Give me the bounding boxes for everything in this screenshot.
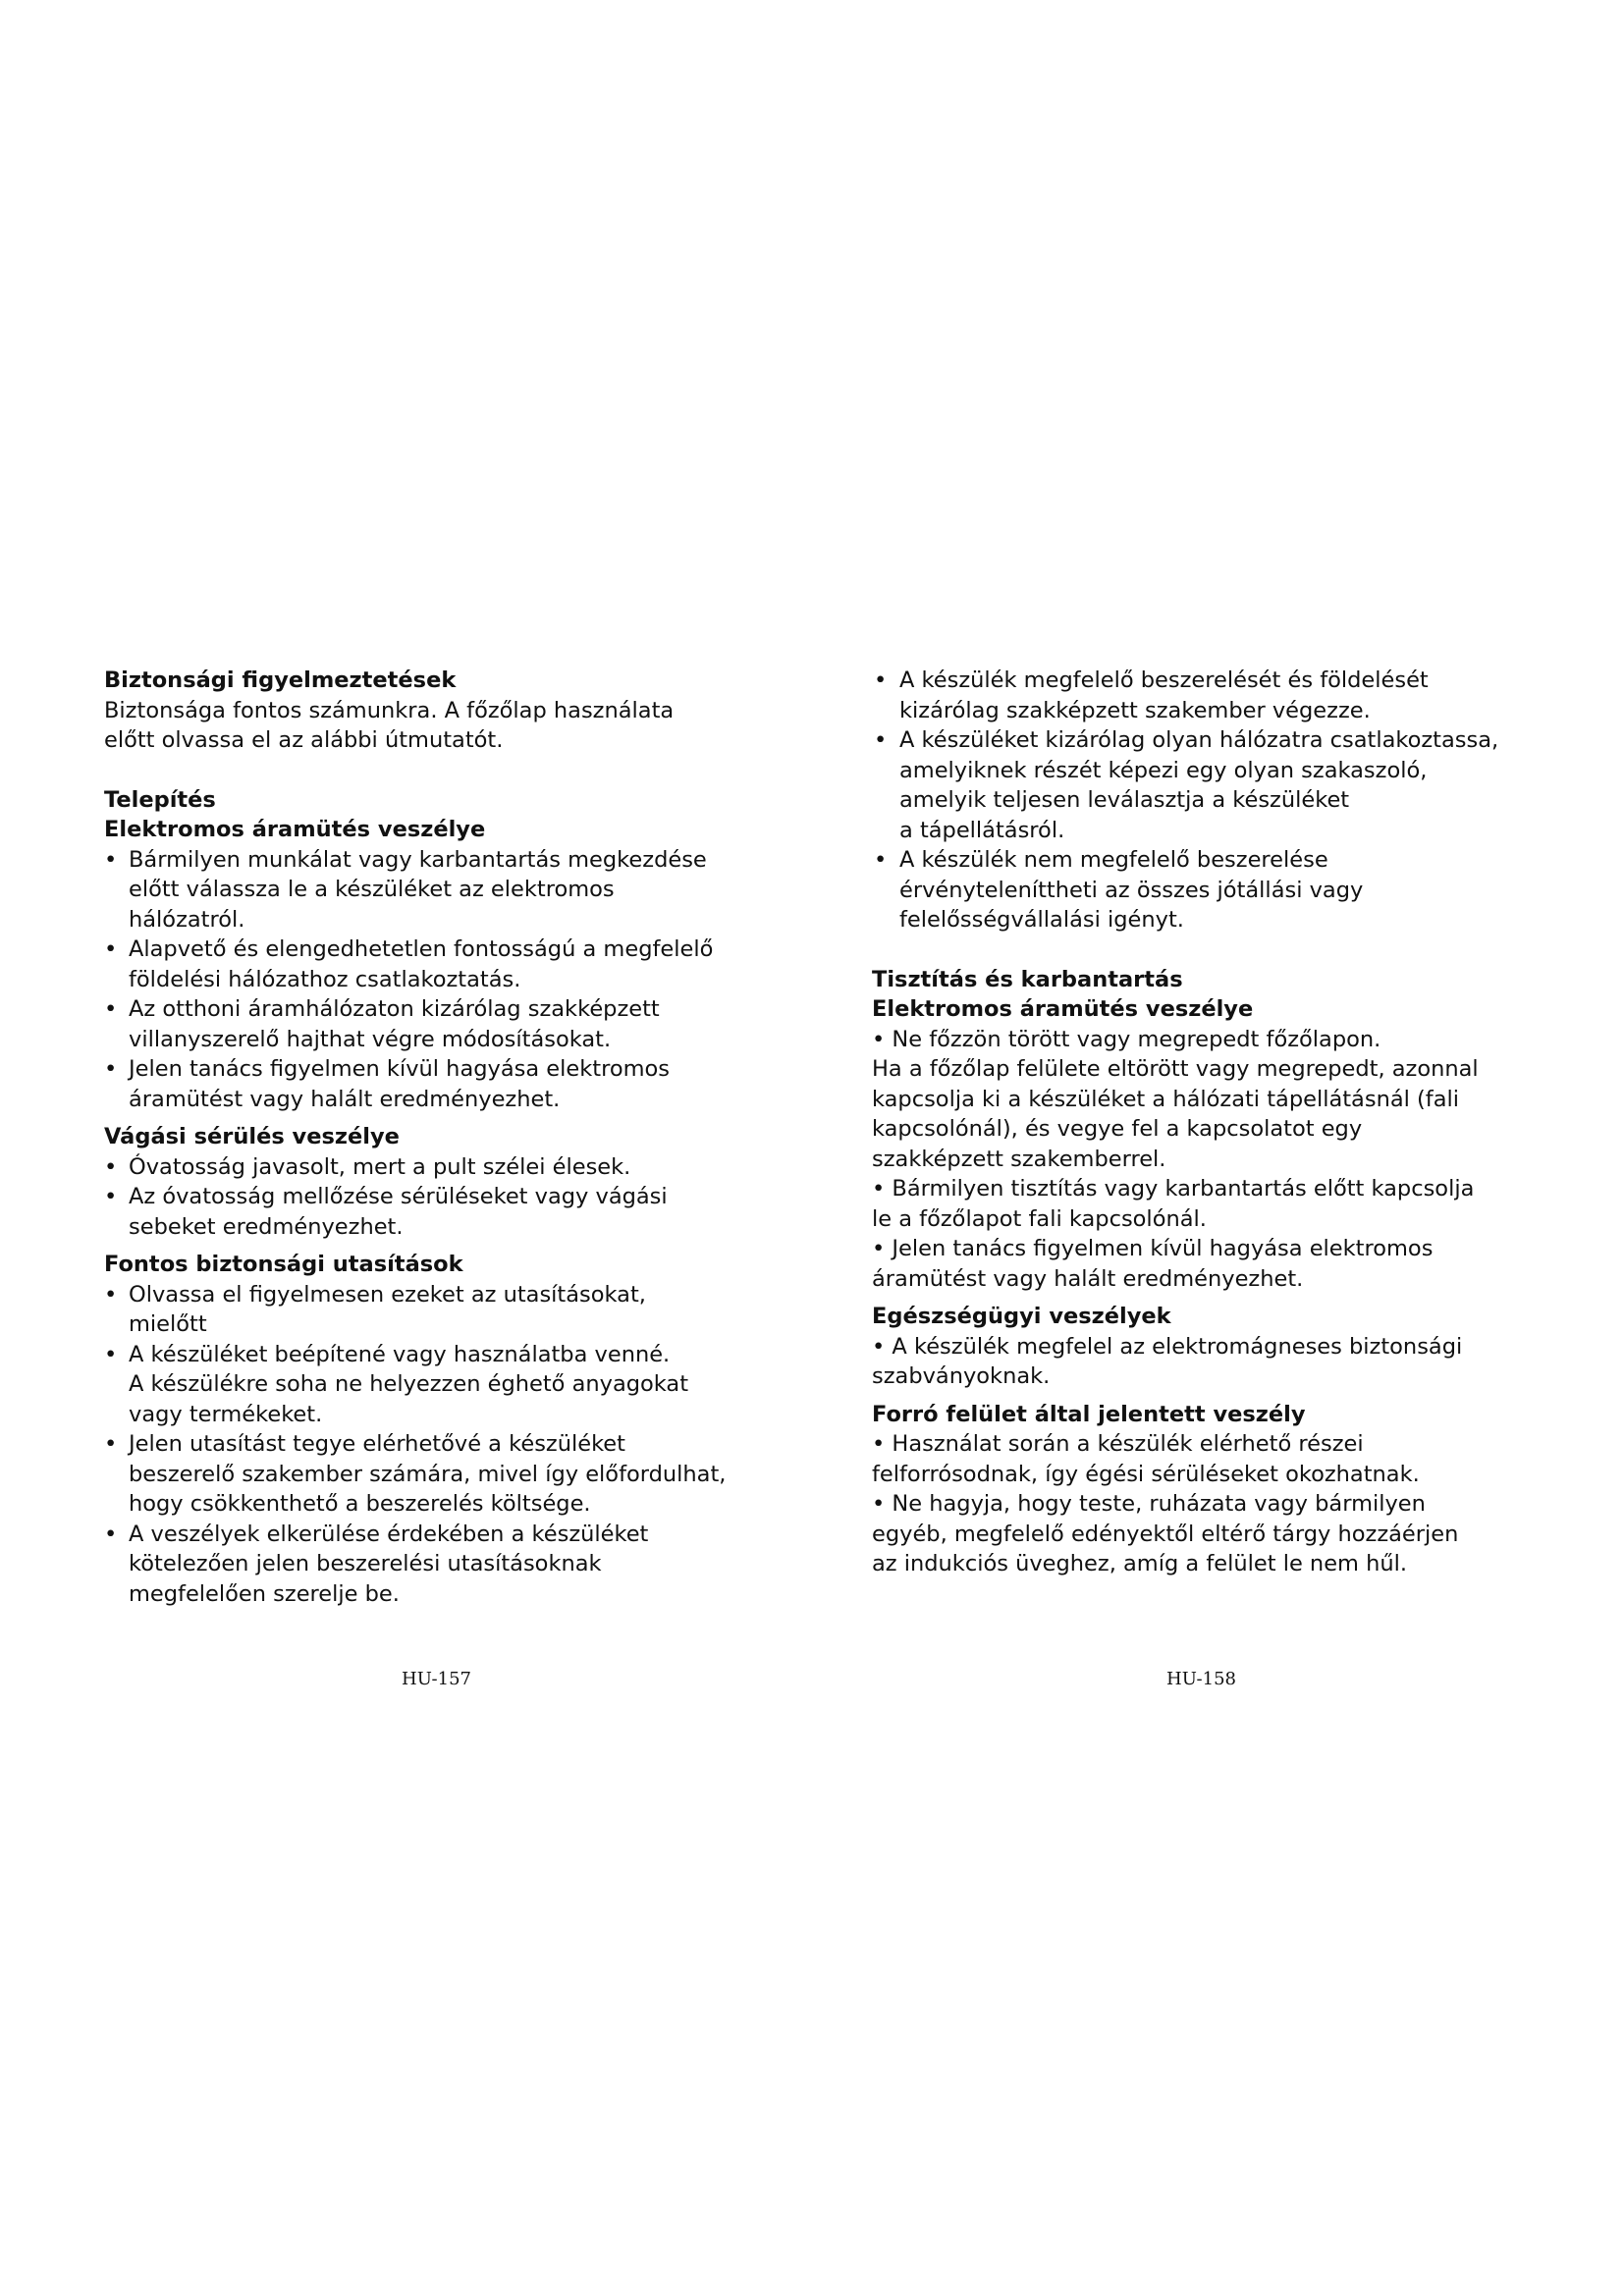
list-line: • A készülék megfelelő beszerelését és földelését: [899, 667, 1429, 693]
list-line: • A készülék nem megfelelő beszerelése: [899, 847, 1328, 873]
heading-important-instructions: Fontos biztonsági utasítások: [104, 1252, 463, 1277]
text-line: • A készülék megfelel az elektromágneses biztonsági: [872, 1333, 1463, 1360]
text-line: szabványoknak.: [872, 1363, 1051, 1389]
list-line: hálózatról.: [129, 906, 245, 933]
text-line: • Bármilyen tisztítás vagy karbantartás előtt kapcsolja: [872, 1176, 1475, 1201]
text-line: kapcsolónál), és vegye fel a kapcsolatot egy: [872, 1116, 1363, 1142]
list-line: a tápellátásról.: [899, 817, 1065, 843]
list-line: • A veszélyek elkerülése érdekében a készüléket: [129, 1521, 649, 1547]
list-line: mielőtt: [129, 1311, 207, 1337]
list-item: [104, 845, 791, 935]
list-line: felelősségvállalási igényt.: [899, 907, 1184, 933]
list-item: [872, 666, 1540, 725]
text-line: egyéb, megfelelő edényektől eltérő tárgy hozzáérjen: [872, 1521, 1459, 1547]
list-line: • Jelen tanács figyelmen kívül hagyása elektromos: [129, 1056, 670, 1082]
text-line: áramütést vagy halált eredményezhet.: [872, 1265, 1304, 1292]
list-line: • A készüléket beépítené vagy használatba venné.: [129, 1341, 671, 1367]
hot-surface-paragraph: [872, 1429, 1540, 1579]
health-paragraph: [872, 1332, 1540, 1392]
list-line: amelyiknek részét képezi egy olyan szakaszoló,: [899, 757, 1428, 783]
list-line: áramütést vagy halált eredményezhet.: [129, 1086, 561, 1112]
text-line: kapcsolja ki a készüléket a hálózati tápellátásnál (fali: [872, 1086, 1460, 1112]
list-line: sebeket eredményezhet.: [129, 1213, 404, 1240]
list-line: • Óvatosság javasolt, mert a pult szélei élesek.: [129, 1153, 631, 1180]
list-line: • Bármilyen munkálat vagy karbantartás megkezdése: [129, 846, 707, 873]
text-line: le a főzőlapot fali kapcsolónál.: [872, 1205, 1207, 1232]
list-item: [104, 1520, 791, 1610]
list-line: villanyszerelő hajthat végre módosításokat.: [129, 1026, 612, 1052]
text-line: Ha a főzőlap felülete eltörött vagy megrepedt, azonnal: [872, 1056, 1479, 1082]
heading-electric-shock: Elektromos áramütés veszélye: [872, 996, 1254, 1022]
cleaning-paragraph: [872, 1025, 1540, 1295]
intro-line: Biztonsága fontos számunkra. A főzőlap használata: [104, 697, 675, 723]
intro-line: előtt olvassa el az alábbi útmutatót.: [104, 727, 504, 753]
intro-paragraph: [104, 696, 791, 756]
list-line: A készülékre soha ne helyezzen éghető anyagokat: [129, 1371, 689, 1397]
list-line: hogy csökkenthető a beszerelés költsége.: [129, 1491, 591, 1517]
list-item: [872, 725, 1540, 845]
page-number-left: HU-157: [402, 1669, 471, 1689]
list-line: érvényteleníttheti az összes jótállási vagy: [899, 877, 1364, 903]
left-page-column: [104, 666, 791, 1609]
text-line: felforrósodnak, így égési sérüléseket okozhatnak.: [872, 1461, 1420, 1487]
list-item: [104, 1280, 791, 1340]
heading-electric-shock: Elektromos áramütés veszélye: [104, 817, 486, 842]
list-item: [104, 1152, 791, 1183]
text-line: szakképzett szakemberrel.: [872, 1146, 1166, 1172]
list-line: megfelelően szerelje be.: [129, 1580, 400, 1607]
list-line: • Olvassa el figyelmesen ezeket az utasításokat,: [129, 1281, 646, 1308]
list-line: kötelezően jelen beszerelési utasításoknak: [129, 1551, 602, 1576]
text-line: • Használat során a készülék elérhető részei: [872, 1431, 1364, 1457]
section-title-safety-warnings: Biztonsági figyelmeztetések: [104, 667, 457, 693]
list-item: [104, 934, 791, 994]
text-line: • Ne főzzön törött vagy megrepedt főzőlapon.: [872, 1026, 1381, 1052]
heading-health-hazards: Egészségügyi veszélyek: [872, 1304, 1171, 1329]
page-number-right: HU-158: [1166, 1669, 1236, 1689]
list-line: előtt válassza le a készüléket az elektromos: [129, 877, 615, 902]
list-line: kizárólag szakképzett szakember végezze.: [899, 697, 1371, 723]
text-line: • Jelen tanács figyelmen kívül hagyása elektromos: [872, 1236, 1434, 1261]
right-page-column: [872, 666, 1540, 1579]
list-item: [104, 1429, 791, 1520]
list-item: [104, 994, 791, 1054]
list-line: • Az otthoni áramhálózaton kizárólag szakképzett: [129, 996, 660, 1022]
text-line: az indukciós üveghez, amíg a felület le nem hűl.: [872, 1551, 1408, 1576]
list-item: [104, 1340, 791, 1430]
list-line: beszerelő szakember számára, mivel így előfordulhat,: [129, 1461, 727, 1487]
list-line: amelyik teljesen leválasztja a készüléket: [899, 787, 1350, 813]
heading-hot-surface: Forró felület által jelentett veszély: [872, 1401, 1306, 1427]
list-item: [104, 1182, 791, 1242]
list-item: [104, 1054, 791, 1114]
list-line: vagy termékeket.: [129, 1401, 323, 1427]
list-line: • Alapvető és elengedhetetlen fontosságú a megfelelő: [129, 936, 714, 962]
heading-cleaning-maintenance: Tisztítás és karbantartás: [872, 966, 1183, 992]
list-item: [872, 845, 1540, 935]
list-line: • A készüléket kizárólag olyan hálózatra csatlakoztassa,: [899, 727, 1499, 753]
text-line: • Ne hagyja, hogy teste, ruházata vagy bármilyen: [872, 1491, 1426, 1517]
list-line: földelési hálózathoz csatlakoztatás.: [129, 966, 521, 992]
heading-installation: Telepítés: [104, 786, 216, 813]
list-line: • Az óvatosság mellőzése sérüléseket vagy vágási: [129, 1184, 668, 1209]
heading-cut-hazard: Vágási sérülés veszélye: [104, 1124, 400, 1149]
list-line: • Jelen utasítást tegye elérhetővé a készüléket: [129, 1431, 625, 1457]
